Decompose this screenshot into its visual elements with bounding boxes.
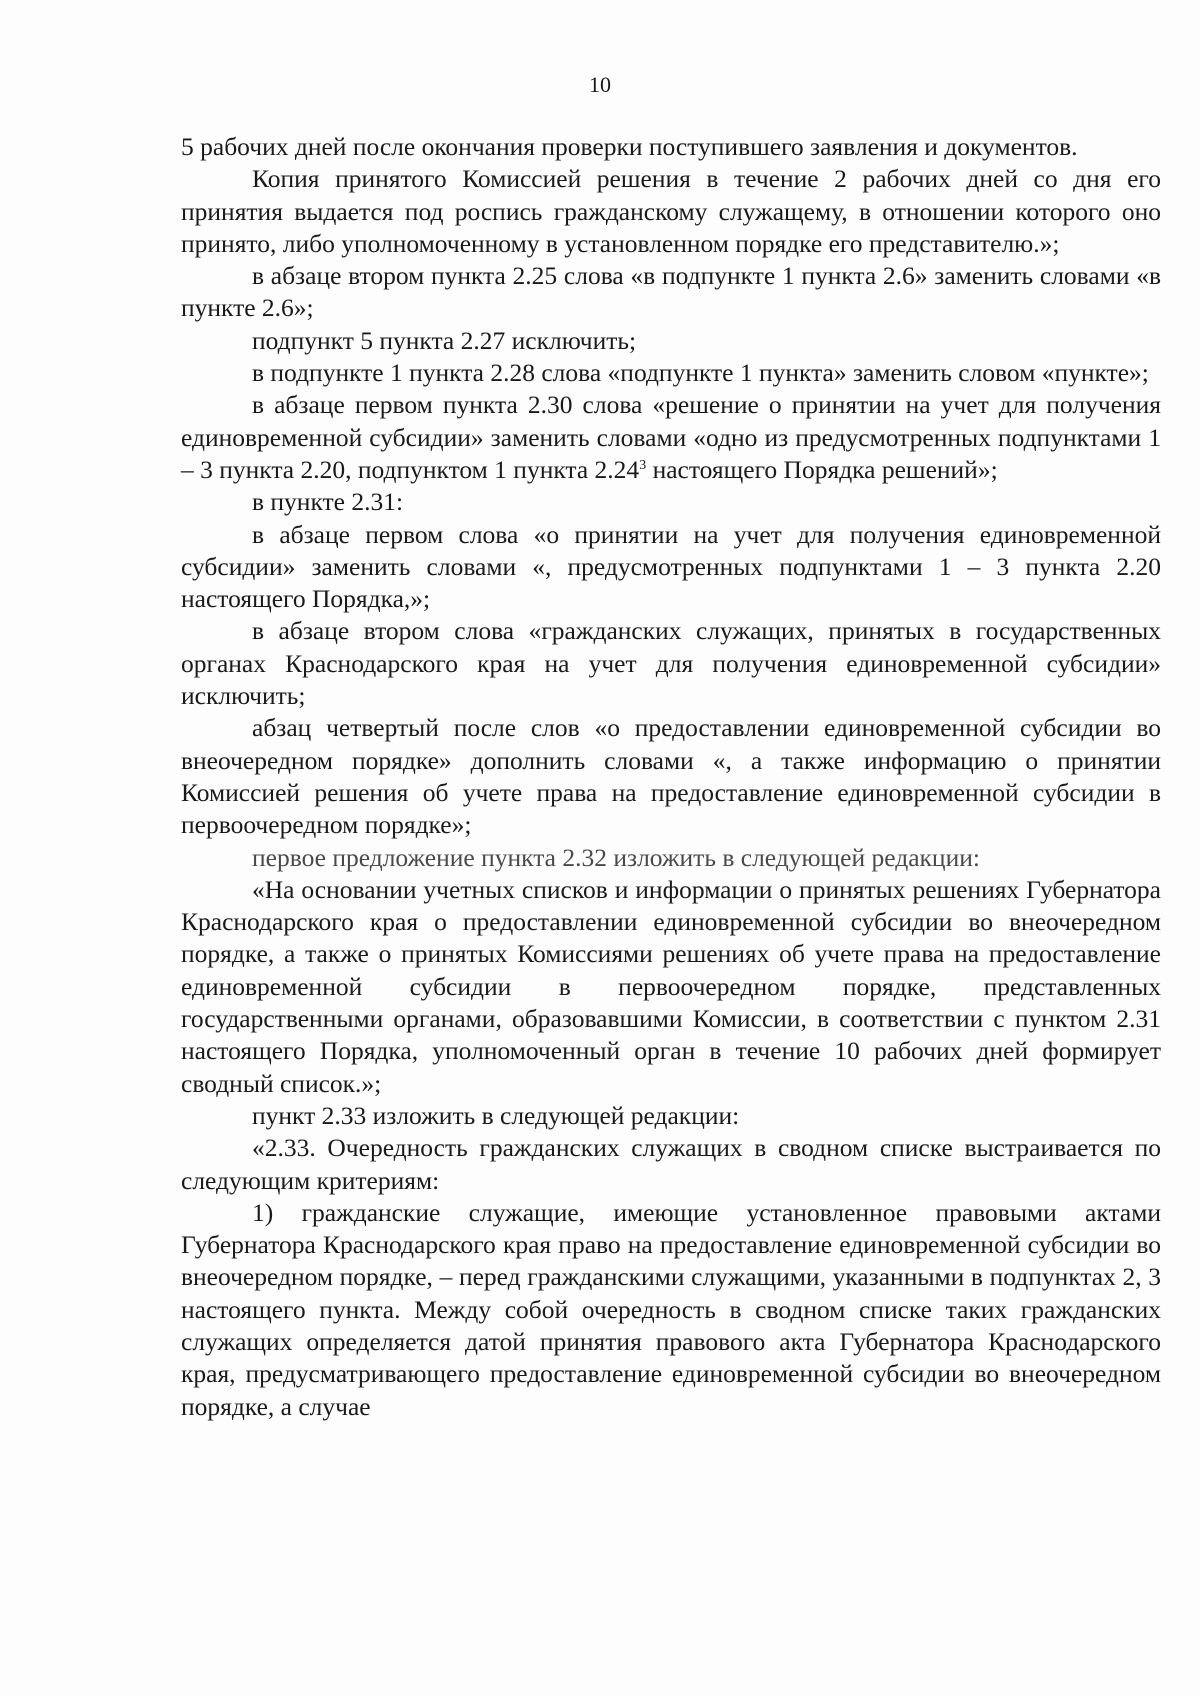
paragraph: «На основании учетных списков и информации о принятых решениях Губернатора Краснодарского края о предоставлении единовременной субсидии во внеочередном порядке, а также о принятых Комиссиями решениях об учете права на предоставление единовременной субсидии в первоочередном порядке, представленных государственными органами, образовавшими Комиссии, в соответствии с пунктом 2.31 настоящего Порядка, уполномоченный орган в течение 10 рабочих дней формирует сводный список.»; (181, 874, 1161, 1098)
paragraph: подпункт 5 пункта 2.27 исключить; (252, 325, 637, 355)
paragraph: Копия принятого Комиссией решения в течение 2 рабочих дней со дня его принятия выдается под роспись гражданскому служащему, в отношении которого оно принято, либо уполномоченному в установленном порядке его представителю.»; (181, 164, 1161, 258)
paragraph: в подпункте 1 пункта 2.28 слова «подпункте 1 пункта» заменить словом «пункте»; (252, 358, 1149, 388)
paragraph: 5 рабочих дней после окончания проверки поступившего заявления и документов. (181, 132, 1078, 161)
paragraph: в абзаце втором слова «гражданских служащих, принятых в государственных органах Краснодарского края на учет для получения единовременной субсидии» исключить; (181, 616, 1161, 711)
document-body (181, 131, 1161, 1423)
paragraph: в абзаце втором пункта 2.25 слова «в подпункте 1 пункта 2.6» заменить словами «в пункте 2.6»; (181, 261, 1161, 323)
paragraph: 1) гражданские служащие, имеющие установленное правовыми актами Губернатора Краснодарского края право на предоставление единовременной субсидии во внеочередном порядке, – перед гражданскими служащими, указанными в подпунктах 2, 3 настоящего пункта. Между собой очередность в сводном списке таких гражданских служащих определяется датой принятия правового акта Губернатора Краснодарского края, предусматривающего предоставление единовременной субсидии во внеочередном порядке, а случае (181, 1197, 1161, 1421)
paragraph: в абзаце первом слова «о принятии на учет для получения единовременной субсидии» заменить словами «, предусмотренных подпунктами 1 – 3 пункта 2.20 настоящего Порядка,»; (181, 519, 1161, 614)
page-number: 10 (589, 72, 611, 97)
superscript: 3 (639, 457, 647, 473)
paragraph: в пункте 2.31: (252, 487, 404, 517)
paragraph: первое предложение пункта 2.32 изложить в следующей редакции: (252, 842, 980, 872)
paragraph: «2.33. Очередность гражданских служащих в сводном списке выстраивается по следующим критериям: (181, 1133, 1161, 1195)
paragraph: пункт 2.33 изложить в следующей редакции: (252, 1100, 740, 1130)
paragraph-text: настоящего Порядка решений»; (652, 454, 998, 484)
paragraph: абзац четвертый после слов «о предоставлении единовременной субсидии во внеочередном порядке» дополнить словами «, а также информацию о принятии Комиссией решения об учете права на предоставление единовременной субсидии в первоочередном порядке»; (181, 713, 1161, 840)
paragraph (181, 389, 1161, 486)
paragraph-text: в абзаце первом пункта 2.30 слова «решение о принятии на учет для получения единовременной субсидии» заменить словами «одно из предусмотренных подпунктами 1 – 3 пункта 2.20, подпунктом 1 пункта 2.24 (181, 390, 1161, 484)
